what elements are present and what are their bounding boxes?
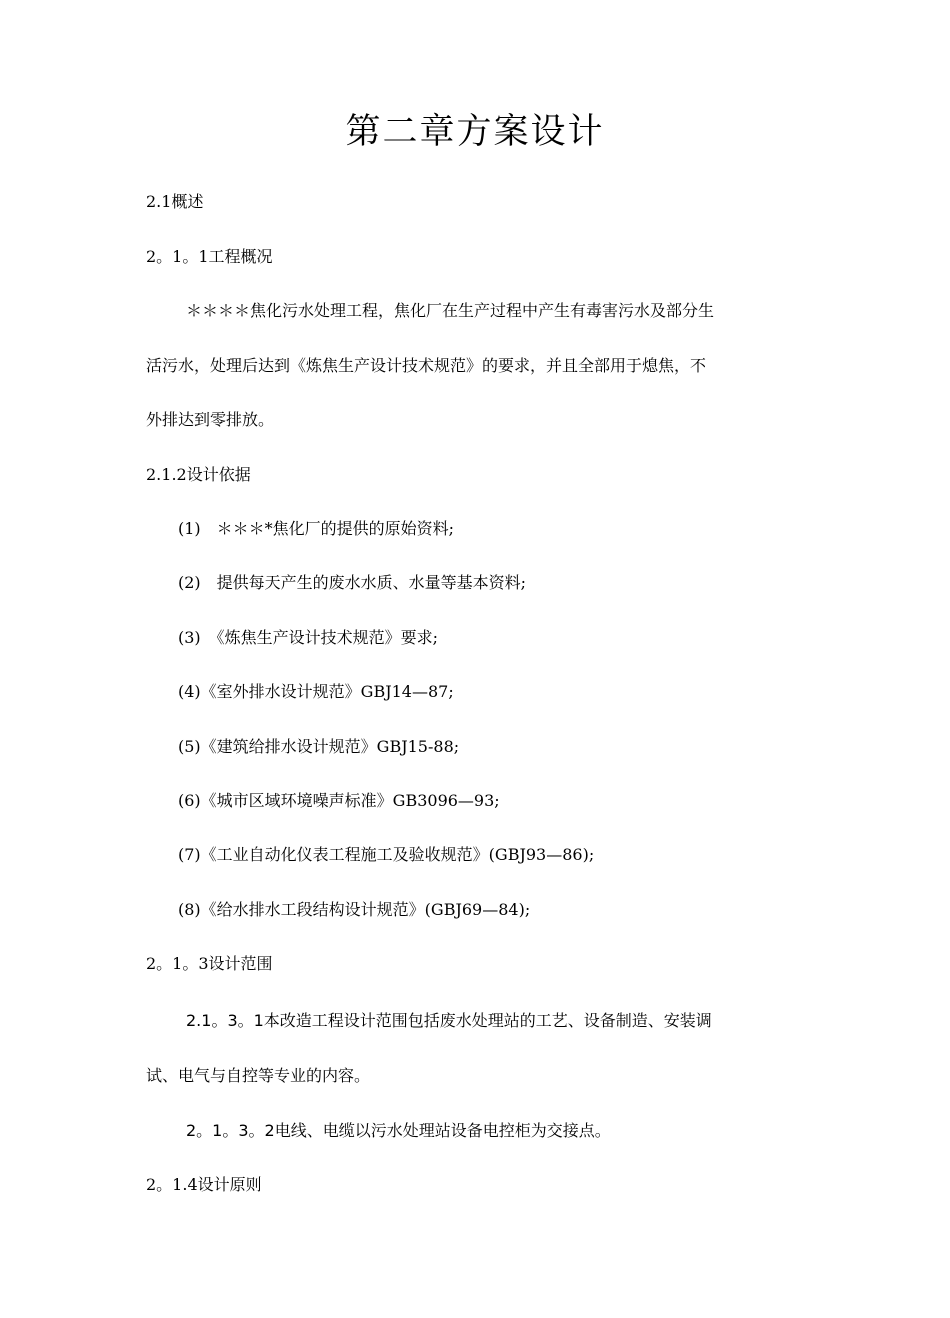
section-heading-design-principles: 2。1.4设计原则: [146, 1175, 262, 1194]
basis-list-item: (8)《给水排水工段结构设计规范》(GBJ69—84);: [178, 900, 531, 919]
scope-paragraph-line-3: 2。1。3。2电线、电缆以污水处理站设备电控柜为交接点。: [186, 1121, 611, 1140]
overview-paragraph-line-2: 活污水，处理后达到《炼焦生产设计技术规范》的要求，并且全部用于熄焦，不: [146, 356, 707, 375]
basis-list-item: (6)《城市区域环境噪声标准》GB3096—93;: [178, 791, 500, 810]
scope-paragraph-line-2: 试、电气与自控等专业的内容。: [146, 1066, 371, 1085]
scope-paragraph-line-1: 2.1。3。1本改造工程设计范围包括废水处理站的工艺、设备制造、安装调: [186, 1011, 712, 1030]
section-heading-design-scope: 2。1。3设计范围: [146, 954, 273, 973]
section-heading-project-overview: 2。1。1工程概况: [146, 247, 273, 266]
basis-list-item: (5)《建筑给排水设计规范》GBJ15-88;: [178, 737, 460, 756]
section-heading-design-basis: 2.1.2设计依据: [146, 465, 251, 484]
basis-list-item: (2) 提供每天产生的废水水质、水量等基本资料;: [178, 573, 527, 592]
basis-list-item: (4)《室外排水设计规范》GBJ14—87;: [178, 682, 454, 701]
page-title: 第二章方案设计: [345, 112, 605, 152]
overview-paragraph-line-3: 外排达到零排放。: [146, 410, 275, 429]
overview-paragraph-line-1: ＊＊＊＊焦化污水处理工程，焦化厂在生产过程中产生有毒害污水及部分生: [186, 301, 715, 320]
basis-list-item: (3) 《炼焦生产设计技术规范》要求;: [178, 628, 439, 647]
section-heading-overview: 2.1概述: [146, 192, 204, 211]
basis-list-item: (1) ＊＊＊*焦化厂的提供的原始资料;: [178, 519, 455, 538]
basis-list-item: (7)《工业自动化仪表工程施工及验收规范》(GBJ93—86);: [178, 845, 595, 864]
